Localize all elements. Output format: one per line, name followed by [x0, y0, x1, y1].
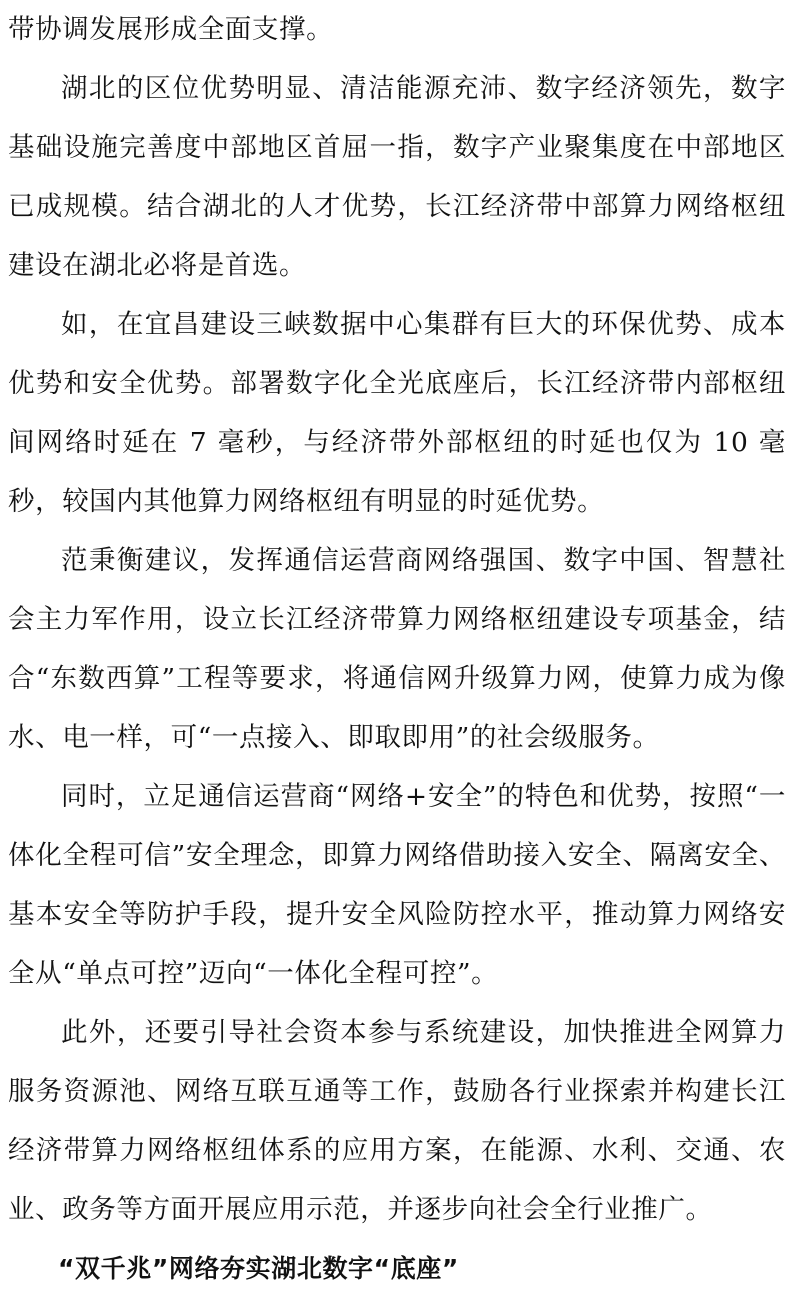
paragraph-hubei-advantages: 湖北的区位优势明显、清洁能源充沛、数字经济领先，数字基础设施完善度中部地区首屈一指，数字产业聚集度在中部地区已成规模。结合湖北的人才优势，长江经济带中部算力网络枢纽建设在湖北必将是首选。 — [8, 73, 786, 281]
paragraph-social-capital: 此外，还要引导社会资本参与系统建设，加快推进全网算力服务资源池、网络互联互通等工作，鼓励各行业探索并构建长江经济带算力网络枢纽体系的应用方案，在能源、水利、交通、农业、政务等方面开展应用示范，并逐步向社会全行业推广。 — [8, 1017, 786, 1225]
paragraph-continued: 带协调发展形成全面支撑。 — [8, 14, 334, 45]
section-heading: “双千兆”网络夯实湖北数字“底座” — [58, 1254, 459, 1283]
paragraph-fan-bingheng-suggestion: 范秉衡建议，发挥通信运营商网络强国、数字中国、智慧社会主力军作用，设立长江经济带算力网络枢纽建设专项基金，结合“东数西算”工程等要求，将通信网升级算力网，使算力成为像水、电一样，可“一点接入、即取即用”的社会级服务。 — [8, 545, 786, 753]
paragraph-yichang-example: 如，在宜昌建设三峡数据中心集群有巨大的环保优势、成本优势和安全优势。部署数字化全光底座后，长江经济带内部枢纽间网络时延在 7 毫秒，与经济带外部枢纽的时延也仅为 10 毫秒，较国内其他算力网络枢纽有明显的时延优势。 — [8, 309, 786, 517]
paragraph-network-security: 同时，立足通信运营商“网络+安全”的特色和优势，按照“一体化全程可信”安全理念，即算力网络借助接入安全、隔离安全、基本安全等防护手段，提升安全风险防控水平，推动算力网络安全从“单点可控”迈向“一体化全程可控”。 — [8, 781, 786, 989]
